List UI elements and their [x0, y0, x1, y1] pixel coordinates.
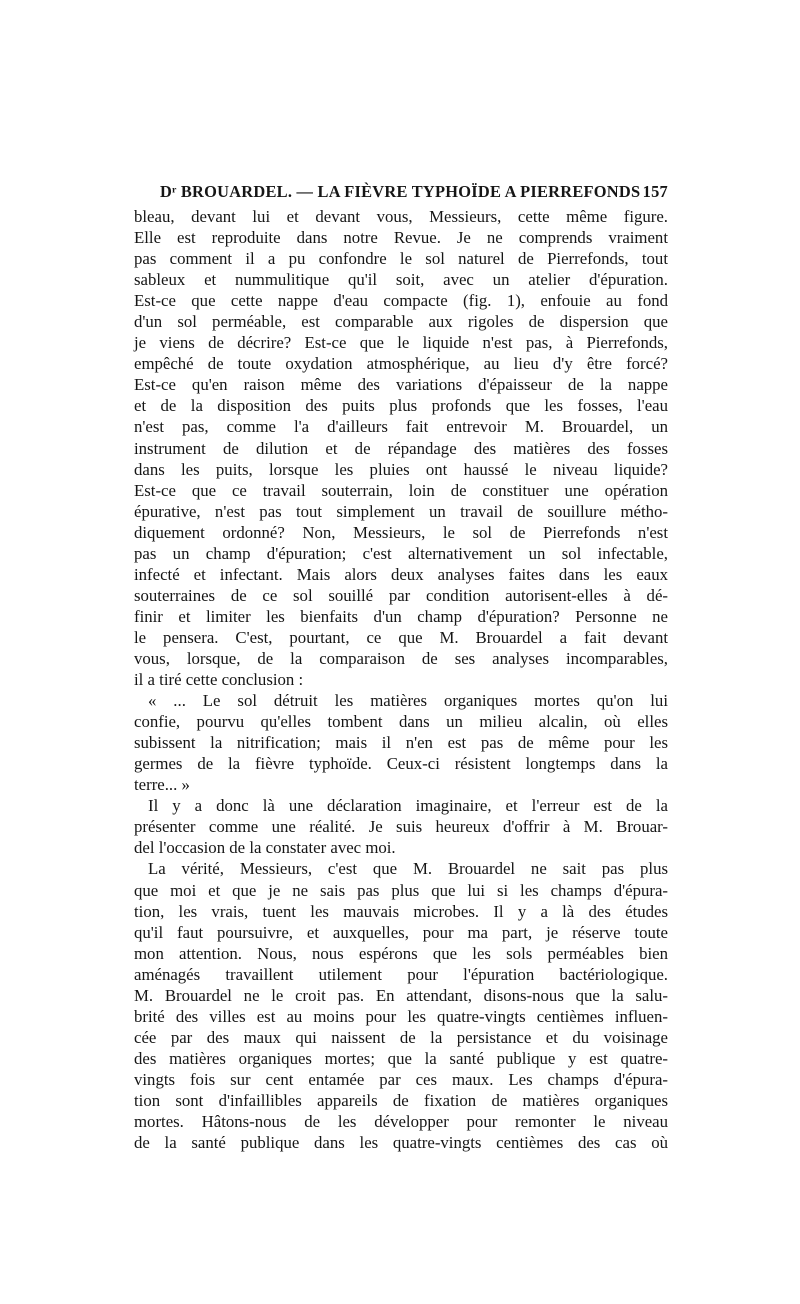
- quote-line: subissent la nitrification; mais il n'en est pas de même pour les: [134, 733, 668, 753]
- text-line: La vérité, Messieurs, c'est que M. Brouardel ne sait pas plus: [148, 859, 668, 879]
- text-line: sableux et nummulitique qu'il soit, avec un atelier d'épuration.: [134, 270, 668, 290]
- text-line: des matières organiques mortes; que la santé publique y est quatre-: [134, 1048, 668, 1068]
- text-line: diquement ordonné? Non, Messieurs, le sol de Pierrefonds n'est: [134, 522, 668, 542]
- text-line: M. Brouardel ne le croit pas. En attendant, disons-nous que la salu-: [134, 985, 668, 1005]
- text-line: cée par des maux qui naissent de la persistance et du voisinage: [134, 1027, 668, 1047]
- text-line: aménagés travaillent utilement pour l'épuration bactériologique.: [134, 964, 668, 984]
- text-line: del l'occasion de la constater avec moi.: [134, 838, 396, 858]
- text-line: il a tiré cette conclusion :: [134, 670, 304, 690]
- text-line: je viens de décrire? Est-ce que le liquide n'est pas, à Pierrefonds,: [134, 333, 668, 353]
- text-line: le pensera. C'est, pourtant, ce que M. Brouardel a fait devant: [134, 627, 668, 647]
- running-head: [160, 178, 668, 205]
- document-page: [134, 178, 668, 1153]
- text-line: de la santé publique dans les quatre-vingts centièmes des cas où: [134, 1133, 668, 1153]
- text-line: et de la disposition des puits plus profonds que les fosses, l'eau: [134, 396, 668, 416]
- text-line: infecté et infectant. Mais alors deux analyses faites dans les eaux: [134, 564, 668, 584]
- text-line: Elle est reproduite dans notre Revue. Je ne comprends vraiment: [134, 228, 668, 248]
- text-line: mon attention. Nous, nous espérons que les sols perméables bien: [134, 943, 668, 963]
- text-line: mortes. Hâtons-nous de les développer pour remonter le niveau: [134, 1112, 668, 1132]
- text-line: Est-ce que ce travail souterrain, loin de constituer une opération: [134, 480, 668, 500]
- text-line: d'un sol perméable, est comparable aux rigoles de dispersion que: [134, 312, 668, 332]
- text-line: brité des villes est au moins pour les quatre-vingts centièmes influen-: [134, 1006, 668, 1026]
- text-line: qu'il faut poursuivre, et auxquelles, pour ma part, je réserve toute: [134, 922, 668, 942]
- text-line: tion sont d'infaillibles appareils de fixation de matières organiques: [134, 1090, 668, 1110]
- text-line: épurative, n'est pas tout simplement un travail de souillure métho-: [134, 501, 668, 521]
- body-text: [134, 206, 668, 1153]
- quote-line: terre... »: [134, 775, 190, 795]
- text-line: que moi et que je ne sais pas plus que lui si les champs d'épura-: [134, 880, 668, 900]
- text-line: présenter comme une réalité. Je suis heureux d'offrir à M. Brouar-: [134, 817, 668, 837]
- text-line: empêché de toute oxydation atmosphérique, au lieu d'y être forcé?: [134, 354, 668, 374]
- text-line: Est-ce qu'en raison même des variations d'épaisseur de la nappe: [134, 375, 668, 395]
- text-line: Il y a donc là une déclaration imaginaire, et l'erreur est de la: [148, 796, 668, 816]
- quote-line: germes de la fièvre typhoïde. Ceux-ci résistent longtemps dans la: [134, 754, 668, 774]
- text-line: souterraines de ce sol souillé par condition autorisent-elles à dé-: [134, 585, 668, 605]
- quote-line: confie, pourvu qu'elles tombent dans un milieu alcalin, où elles: [134, 712, 668, 732]
- text-line: pas un champ d'épuration; c'est alternativement un sol infectable,: [134, 543, 668, 563]
- text-line: vous, lorsque, de la comparaison de ses analyses incomparables,: [134, 648, 668, 668]
- text-line: finir et limiter les bienfaits d'un champ d'épuration? Personne ne: [134, 606, 668, 626]
- quote-line: « ... Le sol détruit les matières organiques mortes qu'on lui: [148, 691, 668, 711]
- page-number: 157: [642, 182, 668, 201]
- text-line: dans les puits, lorsque les pluies ont haussé le niveau liquide?: [134, 459, 668, 479]
- text-line: instrument de dilution et de répandage des matières des fosses: [134, 438, 668, 458]
- text-line: n'est pas, comme l'a d'ailleurs fait entrevoir M. Brouardel, un: [134, 417, 668, 437]
- running-title: Dʳ BROUARDEL. — LA FIÈVRE TYPHOÏDE A PIERREFONDS: [160, 182, 641, 201]
- text-line: vingts fois sur cent entamée par ces maux. Les champs d'épura-: [134, 1069, 668, 1089]
- text-line: bleau, devant lui et devant vous, Messieurs, cette même figure.: [134, 207, 668, 226]
- text-line: pas comment il a pu confondre le sol naturel de Pierrefonds, tout: [134, 249, 668, 269]
- text-line: Est-ce que cette nappe d'eau compacte (fig. 1), enfouie au fond: [134, 291, 668, 311]
- text-line: tion, les vrais, tuent les mauvais microbes. Il y a là des études: [134, 901, 668, 921]
